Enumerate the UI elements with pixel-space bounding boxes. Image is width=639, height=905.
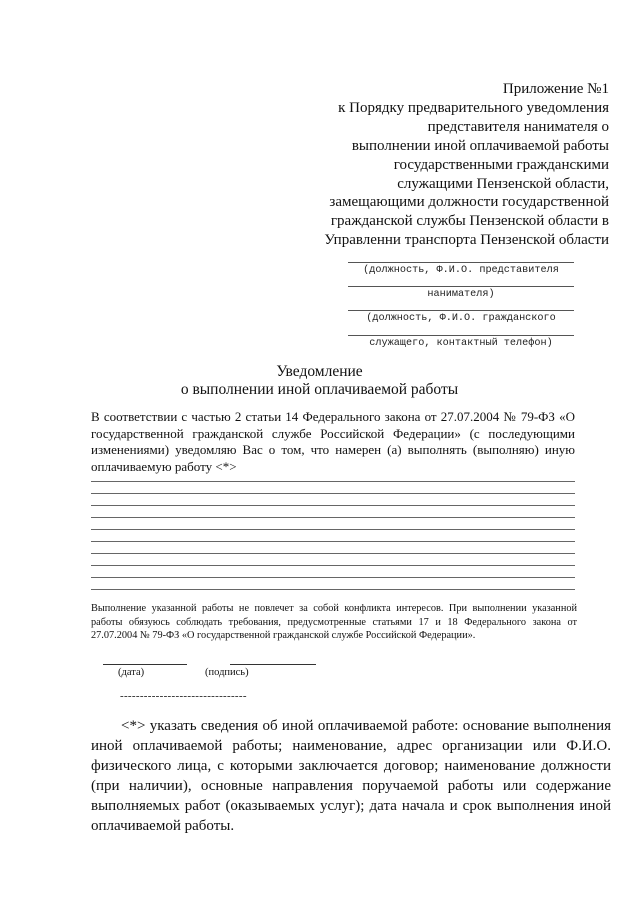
addressee-caption-4: служащего, контактный телефон): [369, 338, 553, 349]
appendix-line: гражданской службы Пензенской области в: [330, 213, 609, 230]
fill-in-line[interactable]: [91, 517, 575, 518]
fill-in-line[interactable]: [91, 553, 575, 554]
fill-in-line[interactable]: [91, 529, 575, 530]
fill-in-line[interactable]: [91, 577, 575, 578]
addressee-rule: [348, 262, 574, 263]
fill-in-line[interactable]: [91, 565, 575, 566]
appendix-line: Приложение №1: [502, 81, 609, 97]
appendix-line: замещающими должности государственной: [329, 194, 609, 211]
fill-in-line[interactable]: [91, 589, 575, 590]
addressee-caption-2: нанимателя): [427, 289, 495, 300]
document-subtitle: о выполнении иной оплачиваемой работы: [180, 381, 459, 398]
footnote-separator: --------------------------------: [120, 690, 247, 702]
addressee-caption-3: (должность, Ф.И.О. гражданского: [366, 313, 556, 324]
addressee-caption-1: (должность, Ф.И.О. представителя: [363, 265, 559, 276]
date-line[interactable]: [103, 664, 187, 665]
addressee-rule: [348, 335, 574, 336]
date-label: (дата): [118, 667, 145, 678]
addressee-rule: [348, 310, 574, 311]
appendix-line: к Порядку предварительного уведомления: [338, 99, 609, 116]
signature-line[interactable]: [230, 664, 316, 665]
fill-in-line[interactable]: [91, 493, 575, 494]
appendix-header: [289, 80, 609, 250]
document-title: Уведомление: [276, 363, 363, 380]
appendix-line: представителя нанимателя о: [427, 118, 609, 135]
fill-in-line[interactable]: [91, 541, 575, 542]
appendix-line: государственными гражданскими: [393, 156, 609, 173]
appendix-line: выполнении иной оплачиваемой работы: [351, 137, 609, 154]
signature-label: (подпись): [205, 667, 249, 678]
footnote-text: <*> указать сведения об иной оплачиваемой работе: основание выполнения иной оплачиваемой работы; наименование, адрес организации или Ф.И.О. физического лица, с которыми заключается договор; наименование должности (при наличии), основные направления поручаемой работы или содержание выполняемых работ (оказываемых услуг); дата начала и срок выполнения иной оплачиваемой работы.: [91, 718, 611, 834]
appendix-line: служащими Пензенской области,: [397, 175, 609, 192]
notification-paragraph: В соответствии с частью 2 статьи 14 Федерального закона от 27.07.2004 № 79-ФЗ «О государственной гражданской службе Российской Федерации» (с последующими изменениями) уведомляю Вас о том, что намерен (а) выполнять (выполняю) иную оплачиваемую работу <*>: [91, 409, 575, 475]
appendix-line: Управленни транспорта Пензенской области: [324, 232, 609, 249]
fill-in-line[interactable]: [91, 505, 575, 506]
addressee-rule: [348, 286, 574, 287]
conflict-statement: Выполнение указанной работы не повлечет за собой конфликта интересов. При выполнении указанной работы обязуюсь соблюдать требования, предусмотренные статьями 17 и 18 Федерального закона от 27.07.2004 № 79-ФЗ «О государственной гражданской службе Российской Федерации».: [91, 603, 577, 641]
fill-in-line[interactable]: [91, 481, 575, 482]
